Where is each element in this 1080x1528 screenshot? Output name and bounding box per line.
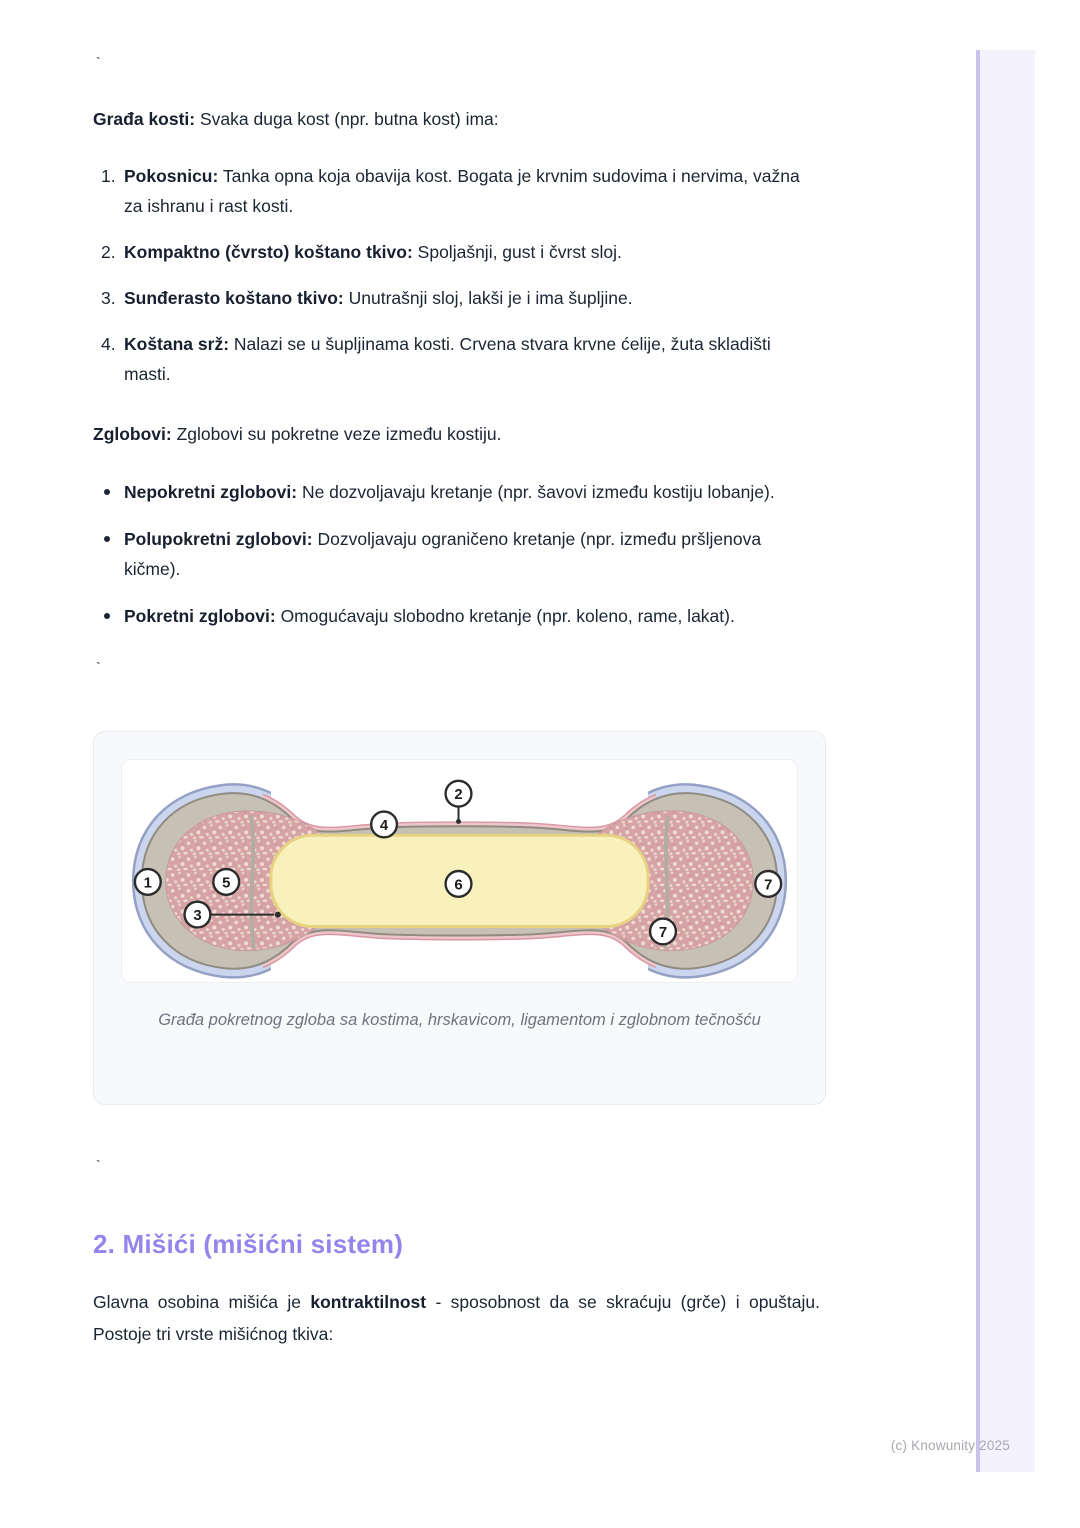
list-text (124, 524, 820, 584)
epiphyseal-line-left (251, 816, 254, 949)
figure-label-7-outer (755, 871, 781, 897)
list-item (93, 477, 820, 507)
figure-label-3 (185, 902, 211, 928)
svg-text:2: 2 (454, 787, 463, 804)
stray-backtick: ` (96, 659, 101, 675)
list-term: Koštana srž: (124, 334, 230, 354)
figure-label-2 (446, 781, 472, 807)
intro-paragraph (93, 104, 820, 134)
list-desc: Dozvoljavaju ograničeno kretanje (npr. između pršljenova kičme). (124, 529, 762, 579)
pointer-dot-2 (456, 819, 461, 824)
muscles-paragraph (93, 1286, 820, 1350)
bullet-icon (93, 524, 124, 584)
list-text (124, 601, 820, 631)
list-item (93, 601, 820, 631)
figure-caption: Građa pokretnog zgloba sa kostima, hrskavicom, ligamentom i zglobnom tečnošću (158, 1011, 761, 1029)
figure-label-5 (213, 869, 239, 895)
list-item (93, 524, 820, 584)
svg-text:3: 3 (193, 908, 202, 925)
joint-types-list (93, 477, 820, 631)
muscles-text-before: Glavna osobina mišića je (93, 1292, 311, 1312)
svg-text:1: 1 (143, 875, 152, 892)
figure-label-1 (135, 869, 161, 895)
figure-card (93, 731, 826, 1105)
list-term: Sunđerasto koštano tkivo: (124, 288, 344, 308)
muscles-keyword: kontraktilnost (310, 1292, 427, 1312)
list-text (124, 283, 820, 313)
list-text (124, 237, 820, 267)
list-desc: Omogućavaju slobodno kretanje (npr. koleno, rame, lakat). (280, 606, 735, 626)
figure-label-6 (446, 871, 472, 897)
list-text (124, 161, 820, 221)
page-content (93, 0, 820, 1350)
list-term: Nepokretni zglobovi: (124, 482, 298, 502)
list-number: 1. (101, 166, 116, 186)
figure-caption-wrap (121, 1005, 798, 1035)
svg-text:6: 6 (454, 877, 463, 894)
svg-text:7: 7 (658, 924, 668, 941)
bullet-icon (93, 601, 124, 631)
svg-text:7: 7 (764, 877, 773, 894)
bone-diagram-svg (122, 760, 797, 982)
bullet-icon (93, 477, 124, 507)
list-number: 4. (101, 334, 116, 354)
list-text (124, 477, 820, 507)
right-accent-bar (976, 50, 1035, 1472)
joints-text: Zglobovi su pokretne veze između kostiju. (176, 424, 502, 444)
list-item (93, 329, 820, 389)
list-desc: Nalazi se u šupljinama kosti. Crvena stvara krvne ćelije, žuta skladišti masti. (124, 334, 771, 384)
bone-diagram (121, 759, 798, 983)
muscles-text-after: - sposobnost da se skraćuju (grče) i opuštaju. Postoje tri vrste mišićnog tkiva: (93, 1292, 820, 1344)
watermark: (c) Knowunity 2025 (890, 1438, 1010, 1453)
list-number: 2. (101, 242, 116, 262)
intro-text: Svaka duga kost (npr. butna kost) ima: (200, 109, 499, 129)
list-term: Pokosnicu: (124, 166, 219, 186)
figure-label-4 (371, 812, 397, 838)
intro-label: Građa kosti: (93, 109, 196, 129)
list-item (93, 237, 820, 267)
figure-label-7-inner (650, 919, 676, 945)
list-item (93, 161, 820, 221)
list-term: Kompaktno (čvrsto) koštano tkivo: (124, 242, 413, 262)
svg-text:4: 4 (379, 817, 389, 834)
list-text (124, 329, 820, 389)
bone-structure-list (93, 161, 820, 389)
list-item (93, 283, 820, 313)
stray-backtick: ` (96, 54, 101, 70)
list-desc: Spoljašnji, gust i čvrst sloj. (417, 242, 622, 262)
list-number: 3. (101, 288, 116, 308)
pointer-dot-3 (275, 912, 281, 918)
list-term: Polupokretni zglobovi: (124, 529, 313, 549)
list-desc: Ne dozvoljavaju kretanje (npr. šavovi između kostiju lobanje). (301, 482, 775, 502)
list-desc: Tanka opna koja obavija kost. Bogata je krvnim sudovima i nervima, važna za ishranu i rast kosti. (124, 166, 800, 216)
list-desc: Unutrašnji sloj, lakši je i ima šupljine. (348, 288, 633, 308)
list-term: Pokretni zglobovi: (124, 606, 276, 626)
joints-label: Zglobovi: (93, 424, 172, 444)
svg-text:5: 5 (222, 875, 231, 892)
section-heading-muscles: 2. Mišići (mišićni sistem) (93, 1229, 404, 1259)
joints-paragraph (93, 419, 820, 449)
stray-backtick: ` (96, 1157, 101, 1173)
